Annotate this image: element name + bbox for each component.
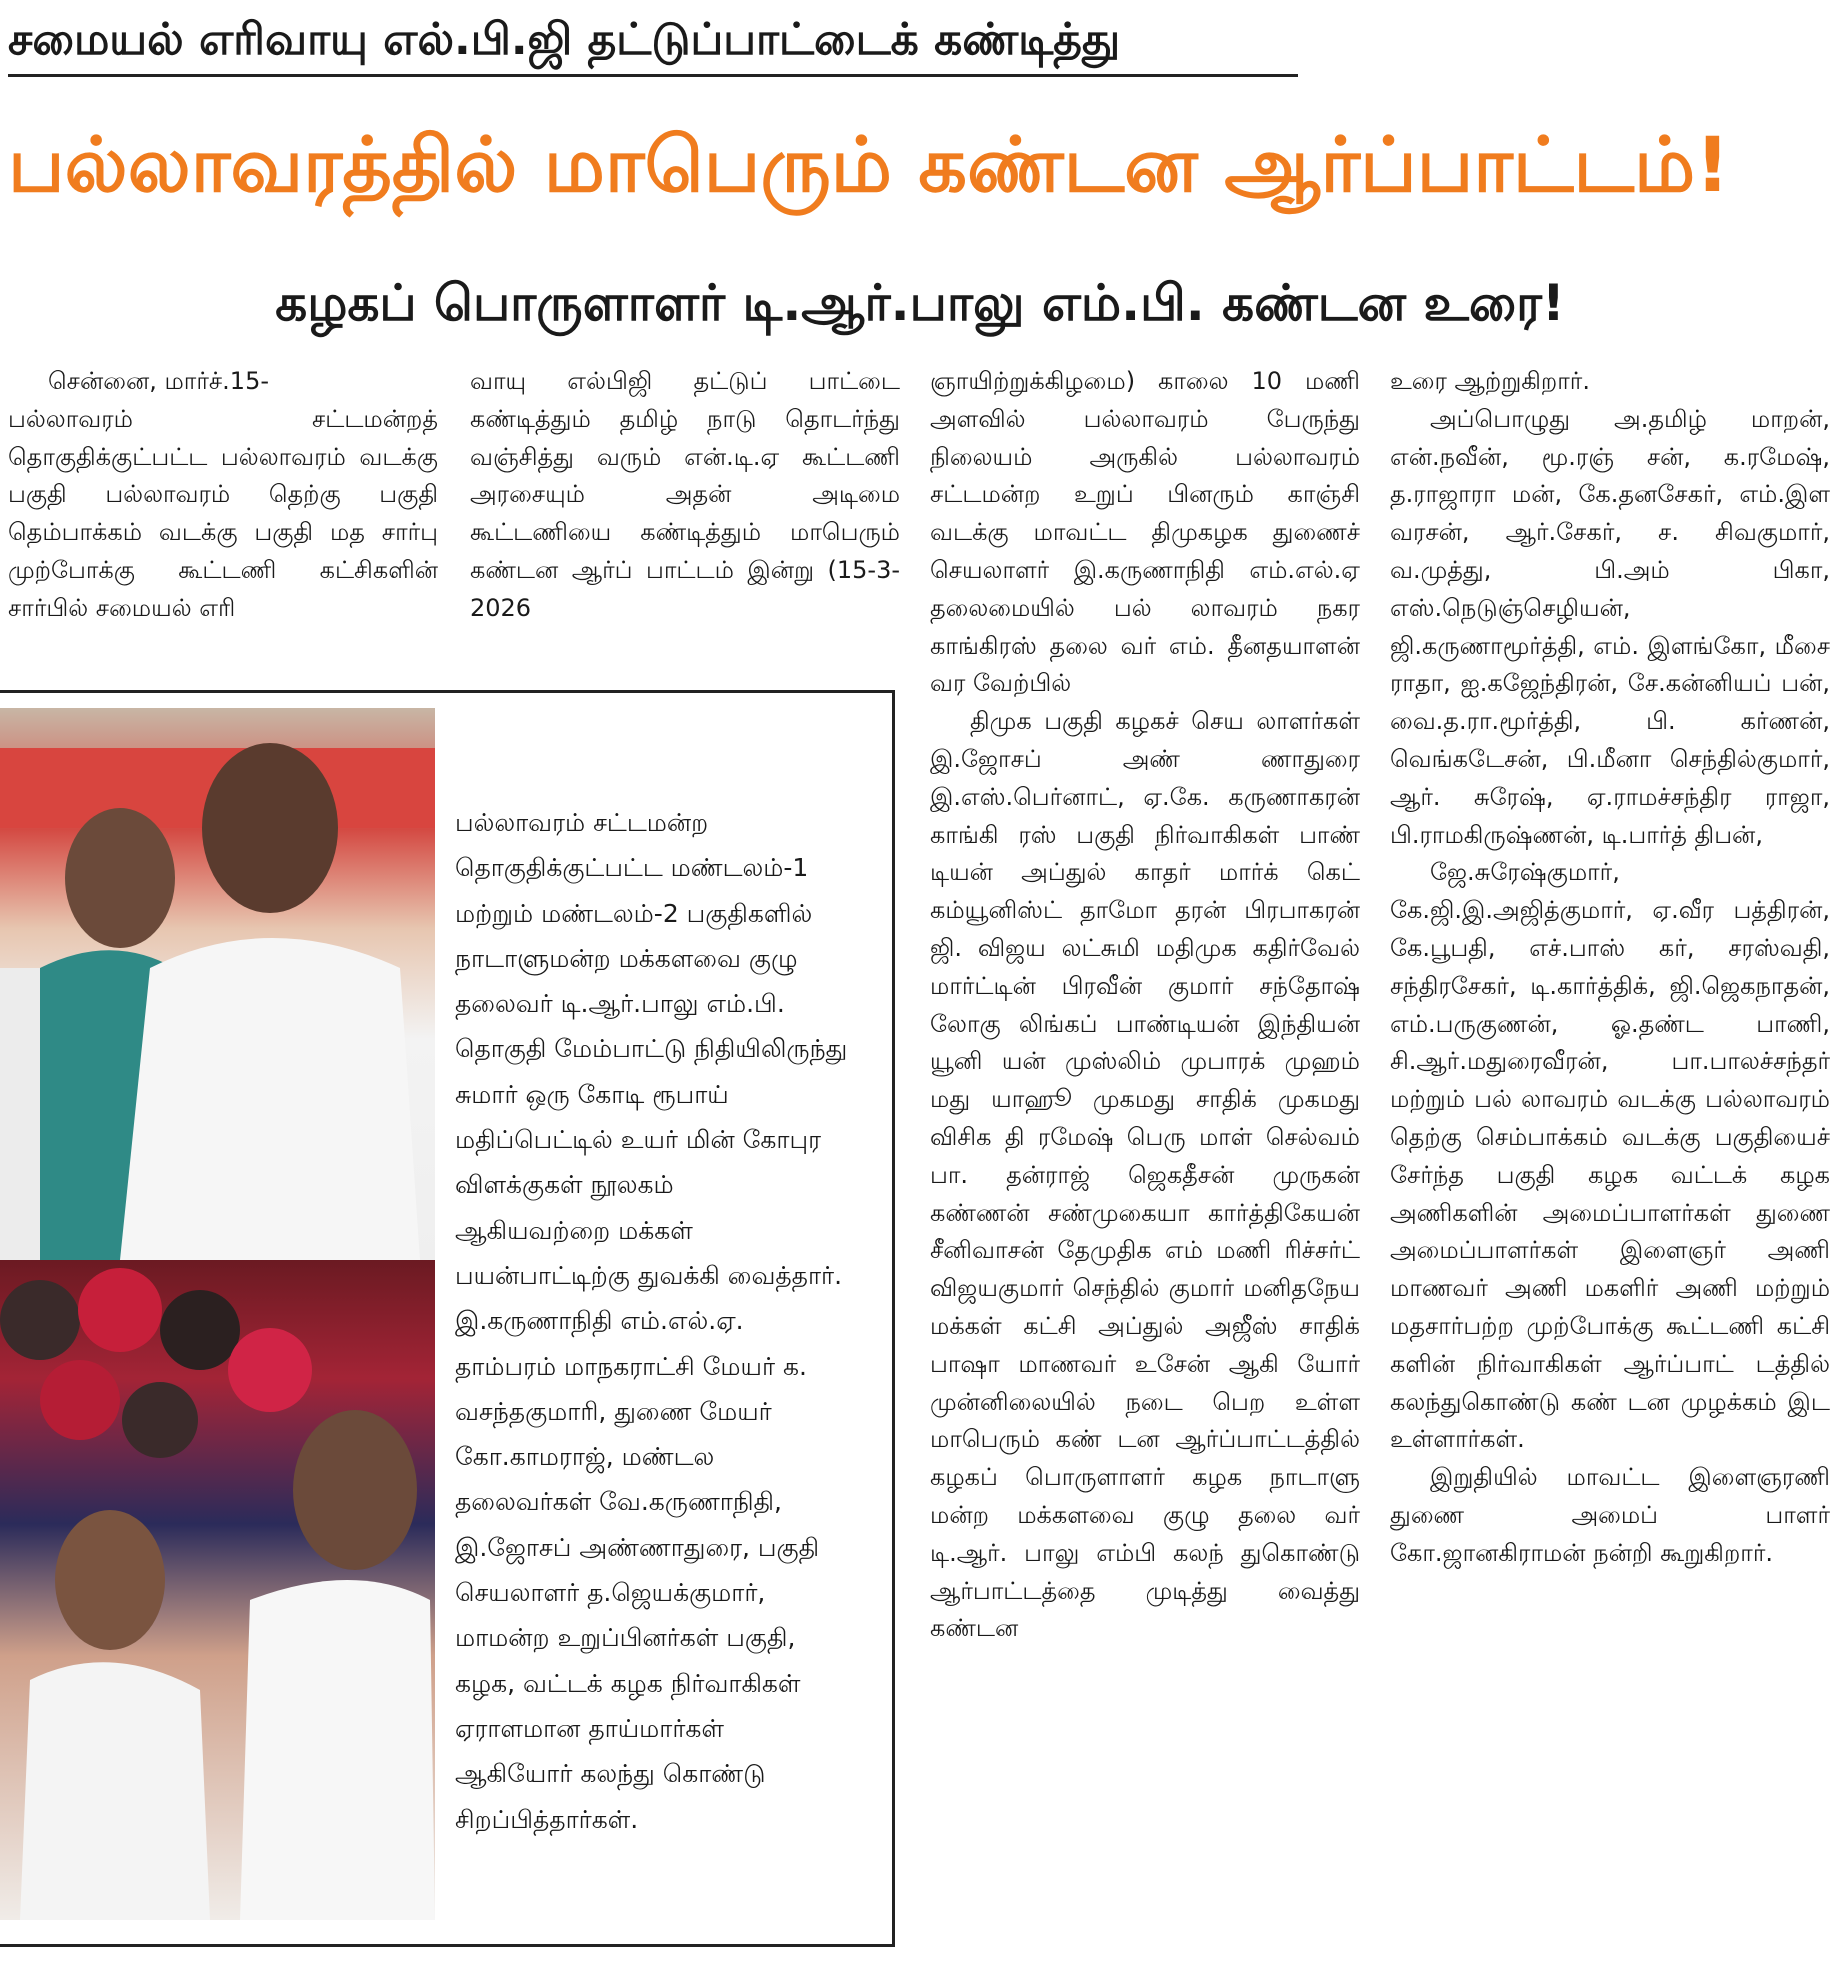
photo-illustration	[0, 1260, 435, 1920]
paragraph: வாயு எல்பிஜி தட்டுப் பாட்டை கண்டித்தும் தமிழ் நாடு தொடர்ந்து வஞ்சித்து வரும் என்.டி.ஏ கூட்டணி அரசையும் அதன் அடிமை கூட்டணியை கண்டித்தும் மாபெரும் கண்டன ஆர்ப் பாட்டம் இன்று (15-3-2026	[470, 367, 900, 622]
caption-line: தலைவர் டி.ஆர்.பாலு எம்.பி.	[455, 989, 785, 1019]
caption-line: கழக, வட்டக் கழக நிர்வாகிகள்	[455, 1668, 801, 1698]
caption-line: கோ.காமராஜ், மண்டல	[455, 1442, 715, 1472]
caption-line: மற்றும் மண்டலம்-2 பகுதிகளில்	[455, 898, 813, 928]
caption-line: ஏராளமான தாய்மார்கள்	[455, 1713, 724, 1743]
photo-caption	[455, 800, 885, 1842]
article-column-2	[470, 363, 900, 668]
article-column-1	[8, 363, 438, 668]
caption-line: பல்லாவரம் சட்டமன்ற	[455, 808, 709, 837]
paragraph: ஞாயிற்றுக்கிழமை) காலை 10 மணி அளவில் பல்லாவரம் பேருந்து நிலையம் அருகில் பல்லாவரம் சட்டமன்ற உறுப் பினரும் காஞ்சி வடக்கு மாவட்ட திமுகழக துணைச் செயலாளர் இ.கருணாநிதி எம்.எல்.ஏ தலைமையில் பல் லாவரம் நகர காங்கிரஸ் தலை வர் எம். தீனதயாளன் வர வேற்பில்	[930, 367, 1360, 698]
article-column-4	[1390, 363, 1830, 1925]
caption-line: தொகுதி மேம்பாட்டு நிதியிலிருந்து	[455, 1034, 848, 1064]
event-photo-top	[0, 708, 435, 1260]
paragraph: அப்பொழுது அ.தமிழ் மாறன், என்.நவீன், மூ.ரஞ் சன், க.ரமேஷ், த.ராஜாரா மன், கே.தனசேகர், எம்.இள வரசன், ஆர்.சேகர், ச. சிவகுமார், வ.முத்து, பி.அம் பிகா, எஸ்.நெடுஞ்செழியன், ஜி.கருணாமூர்த்தி, எம். இளங்கோ, மீசை ராதா, ஐ.கஜேந்திரன், சே.கன்னியப் பன், வை.த.ரா.மூர்த்தி, பி. கர்ணன், வெங்கடேசன், பி.மீனா செந்தில்குமார், ஆர். சுரேஷ், ஏ.ராமச்சந்திர ராஜா, பி.ராமகிருஷ்ணன், டி.பார்த் திபன்,	[1390, 404, 1830, 849]
caption-line: சுமார் ஒரு கோடி ரூபாய்	[455, 1079, 729, 1109]
main-headline: பல்லாவரத்தில் மாபெரும் கண்டன ஆர்ப்பாட்டம்!	[8, 120, 1730, 209]
caption-line: இ.ஜோசப் அண்ணாதுரை, பகுதி	[455, 1532, 820, 1562]
paragraph: உரை ஆற்றுகிறார்.	[1390, 367, 1590, 395]
paragraph: திமுக பகுதி கழகச் செய லாளர்கள் இ.ஜோசப் அண் ணாதுரை இ.எஸ்.பெர்னாட், ஏ.கே. கருணாகரன் காங்கி ரஸ் பகுதி நிர்வாகிகள் பாண் டியன் அப்துல் காதர் மார்க் கெட் கம்யூனிஸ்ட் தாமோ தரன் பிரபாகரன் ஜி. விஜய லட்சுமி மதிமுக கதிர்வேல் மார்ட்டின் பிரவீன் குமார் சந்தோஷ் லோகு லிங்கப் பாண்டியன் இந்தியன் யூனி யன் முஸ்லிம் முபாரக் முஹம் மது யாஹூ முகமது சாதிக் முகமது விசிக தி ரமேஷ் பெரு மாள் செல்வம் பா. தன்ராஜ் ஜெகதீசன் முருகன் கண்ணன் சண்முகையா கார்த்திகேயன் சீனிவாசன் தேமுதிக எம் மணி ரிச்சர்ட் விஜயகுமார் செந்தில் குமார் மனிதநேய மக்கள் கட்சி அப்துல் அஜீஸ் சாதிக் பாஷா மாணவர் உசேன் ஆகி யோர் முன்னிலையில் நடை பெற உள்ள மாபெரும் கண் டன ஆர்ப்பாட்டத்தில் கழகப் பொருளாளர் கழக நாடாளு மன்ற மக்களவை குழு தலை வர் டி.ஆர். பாலு எம்பி கலந் துகொண்டு ஆர்பாட்டத்தை முடித்து வைத்து கண்டன	[930, 707, 1360, 1643]
sub-headline: கழகப் பொருளாளர் டி.ஆர்.பாலு எம்.பி. கண்டன உரை!	[275, 274, 1565, 332]
caption-line: விளக்குகள் நூலகம்	[455, 1170, 674, 1200]
caption-line: தொகுதிக்குட்பட்ட மண்டலம்-1	[455, 853, 809, 883]
photo-illustration	[0, 708, 435, 1260]
caption-line: இ.கருணாநிதி எம்.எல்.ஏ.	[455, 1306, 744, 1336]
caption-line: மதிப்பெட்டில் உயர் மின் கோபுர	[455, 1125, 822, 1155]
caption-line: ஆகியோர் கலந்து கொண்டு	[455, 1759, 766, 1789]
paragraph: பல்லாவரம் சட்டமன்றத் தொகுதிக்குட்பட்ட பல்லாவரம் வடக்கு பகுதி பல்லாவரம் தெற்கு பகுதி தெம்பாக்கம் வடக்கு பகுதி மத சார்பு முற்போக்கு கூட்டணி கட்சிகளின் சார்பில் சமையல் எரி	[8, 404, 438, 622]
caption-line: செயலாளர் த.ஜெயக்குமார்,	[455, 1578, 766, 1608]
article-column-3	[930, 363, 1360, 1925]
caption-line: மாமன்ற உறுப்பினர்கள் பகுதி,	[455, 1623, 796, 1653]
caption-line: தாம்பரம் மாநகராட்சி மேயர் க.	[455, 1351, 807, 1381]
caption-line: ஆகியவற்றை மக்கள்	[455, 1215, 693, 1245]
caption-line: நாடாளுமன்ற மக்களவை குழு	[455, 943, 798, 973]
caption-line: சிறப்பித்தார்கள்.	[455, 1804, 639, 1834]
paragraph: ஜே.சுரேஷ்குமார், கே.ஜி.இ.அஜித்குமார், ஏ.வீர பத்திரன், கே.பூபதி, எச்.பாஸ் கர், சரஸ்வதி, சந்திரசேகர், டி.கார்த்திக், ஜி.ஜெகநாதன், எம்.பருகுணன், ஓ.தண்ட பாணி, சி.ஆர்.மதுரைவீரன், பா.பாலச்சந்தர் மற்றும் பல் லாவரம் வடக்கு பல்லாவரம் தெற்கு செம்பாக்கம் வடக்கு பகுதியைச் சேர்ந்த பகுதி கழக வட்டக் கழக அணிகளின் அமைப்பாளர்கள் துணை அமைப்பாளர்கள் இளைஞர் அணி மாணவர் அணி மகளிர் அணி மற்றும் மதசார்பற்ற முற்போக்கு கூட்டணி கட்சி களின் நிர்வாகிகள் ஆர்ப்பாட் டத்தில் கலந்துகொண்டு கண் டன முழக்கம் இட உள்ளார்கள்.	[1390, 858, 1830, 1454]
dateline: சென்னை, மார்ச்.15-	[48, 367, 269, 395]
caption-line: தலைவர்கள் வே.கருணாநிதி,	[455, 1487, 782, 1517]
caption-line: வசந்தகுமாரி, துணை மேயர்	[455, 1396, 772, 1426]
kicker-headline: சமையல் எரிவாயு எல்.பி.ஜி தட்டுப்பாட்டைக் கண்டித்து	[8, 6, 1298, 77]
event-photo-bottom	[0, 1260, 435, 1920]
caption-line: பயன்பாட்டிற்கு துவக்கி வைத்தார்.	[455, 1260, 843, 1290]
paragraph: இறுதியில் மாவட்ட இளைஞரணி துணை அமைப் பாளர் கோ.ஜானகிராமன் நன்றி கூறுகிறார்.	[1390, 1463, 1830, 1567]
